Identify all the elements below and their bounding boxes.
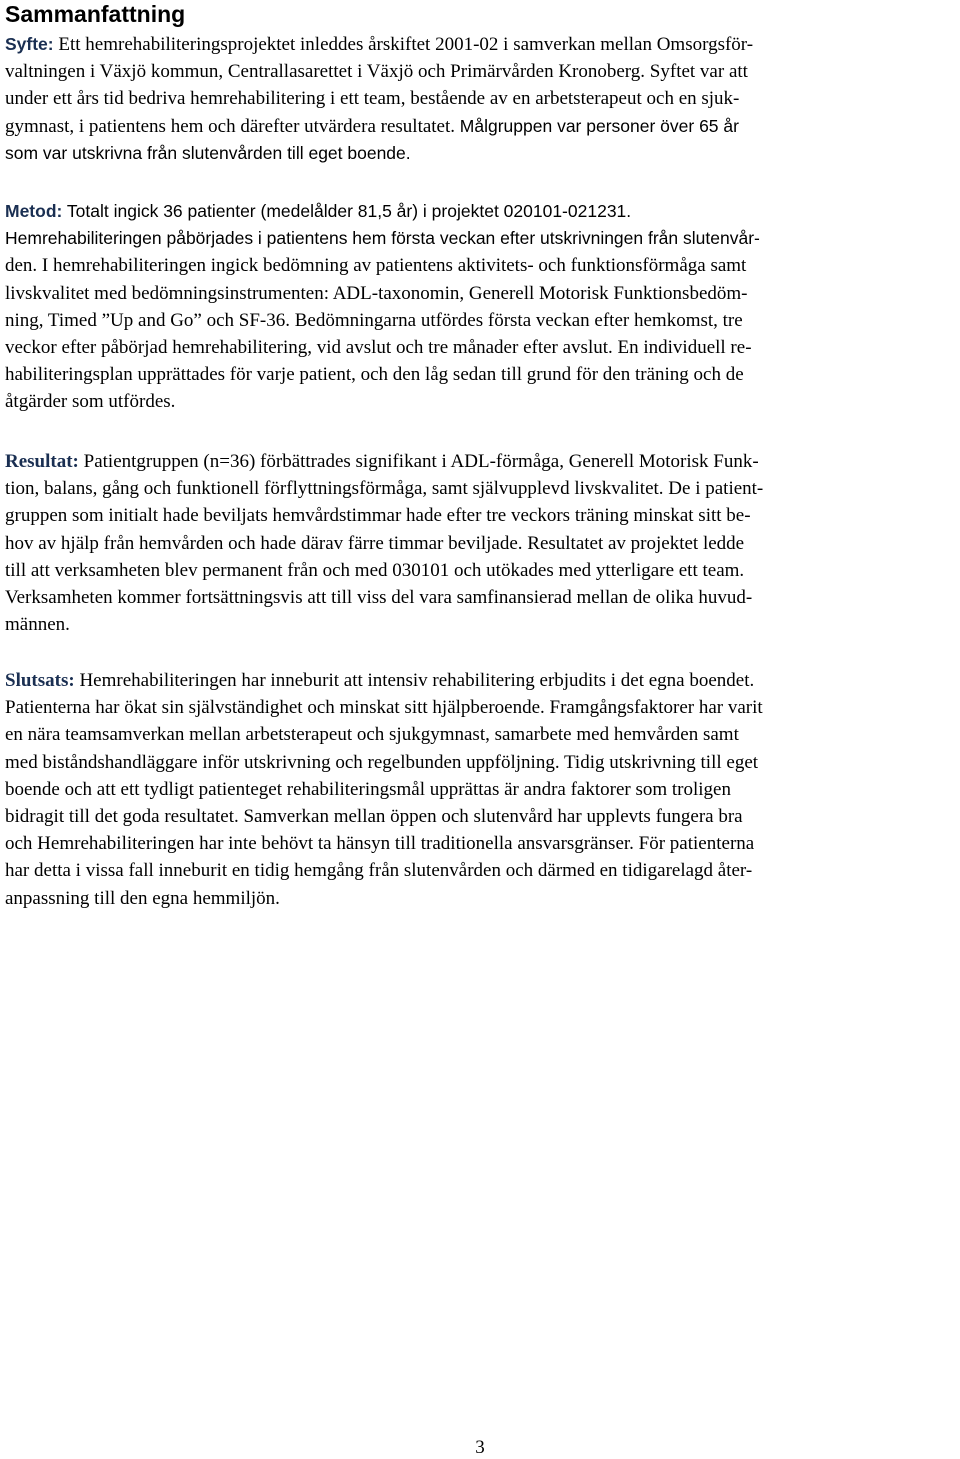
- resultat-heading: Resultat:: [5, 451, 79, 472]
- syfte-section: [5, 31, 955, 167]
- syfte-line-2: valtningen i Växjö kommun, Centrallasarettet i Växjö och Primärvården Kronoberg. Syftet var att: [5, 61, 748, 83]
- slutsats-line-8: har detta i vissa fall inneburit en tidig hemgång från slutenvården och därmed en tidigarelagd åter-: [5, 860, 753, 882]
- slutsats-heading: Slutsats:: [5, 670, 75, 691]
- metod-section: [5, 198, 955, 416]
- syfte-line-1: Syfte: Ett hemrehabiliteringsprojektet inleddes årskiftet 2001-02 i samverkan mellan Omsorgsför-: [5, 34, 754, 55]
- syfte-heading: Syfte:: [5, 34, 54, 54]
- metod-heading: Metod:: [5, 201, 63, 221]
- syfte-line-3: under ett års tid bedriva hemrehabilitering i ett team, bestående av en arbetsterapeut och en sjuk-: [5, 88, 740, 110]
- slutsats-line-2: Patienterna har ökat sin självständighet och minskat sitt hjälpberoende. Framgångsfaktorer har varit: [5, 697, 763, 719]
- resultat-line-2: tion, balans, gång och funktionell förflyttningsförmåga, samt självupplevd livskvalitet. De i patient-: [5, 478, 764, 500]
- metod-line-8: åtgärder som utfördes.: [5, 391, 176, 413]
- metod-line-1: Metod: Totalt ingick 36 patienter (medelålder 81,5 år) i projektet 020101-021231.: [5, 201, 632, 221]
- metod-line-2: Hemrehabiliteringen påbörjades i patientens hem första veckan efter utskrivningen från slutenvår-: [5, 228, 760, 249]
- page-title: Sammanfattning: [5, 1, 186, 27]
- metod-line-6: veckor efter påbörjad hemrehabilitering, vid avslut och tre månader efter avslut. En individuell re-: [5, 336, 752, 358]
- resultat-line-4: hov av hjälp från hemvården och hade därav färre timmar beviljade. Resultatet av projektet ledde: [5, 532, 745, 554]
- slutsats-line-9: anpassning till den egna hemmiljön.: [5, 887, 280, 909]
- slutsats-line-5: boende och att ett tydligt patienteget rehabiliteringsmål upprättas är andra faktorer som troligen: [5, 778, 731, 800]
- syfte-line-5: som var utskrivna från slutenvården till eget boende.: [5, 142, 411, 163]
- resultat-line-5: till att verksamheten blev permanent från och med 030101 och utökades med ytterligare ett team.: [5, 559, 745, 581]
- slutsats-section: [5, 667, 955, 912]
- slutsats-line-7: och Hemrehabiliteringen har inte behövt ta hänsyn till traditionella ansvarsgränser. För patienterna: [5, 833, 755, 855]
- slutsats-line-3: en nära teamsamverkan mellan arbetsterapeut och sjukgymnast, samarbete med hemvården samt: [5, 724, 739, 746]
- slutsats-line-6: bidragit till det goda resultatet. Samverkan mellan öppen och slutenvård har upplevts fungera bra: [5, 805, 743, 827]
- resultat-section: [5, 448, 955, 638]
- resultat-line-1: Resultat: Patientgruppen (n=36) förbättrades signifikant i ADL-förmåga, Generell Motorisk Funk-: [5, 451, 759, 472]
- resultat-line-7: männen.: [5, 614, 70, 636]
- metod-line-7: habiliteringsplan upprättades för varje patient, och den låg sedan till grund för den träning och de: [5, 364, 744, 386]
- slutsats-line-4: med biståndshandläggare inför utskrivning och regelbunden uppföljning. Tidig utskrivning till eget: [5, 751, 759, 773]
- metod-line-5: ning, Timed ”Up and Go” och SF-36. Bedömningarna utfördes första veckan efter hemkomst, tre: [5, 309, 743, 331]
- resultat-line-6: Verksamheten kommer fortsättningsvis att till viss del vara samfinansierad mellan de olika huvud-: [5, 586, 753, 608]
- syfte-line-4: [5, 113, 955, 140]
- metod-line-4: livskvalitet med bedömningsinstrumenten: ADL-taxonomin, Generell Motorisk Funktionsbedöm-: [5, 282, 748, 304]
- metod-line-3: den. I hemrehabiliteringen ingick bedömning av patientens aktivitets- och funktionsförmåga samt: [5, 255, 747, 277]
- syfte-line-4-sans: Målgruppen var personer över 65 år: [459, 115, 739, 136]
- page-number: 3: [475, 1437, 485, 1458]
- resultat-line-3: gruppen som initialt hade beviljats hemvårdstimmar hade efter tre veckors träning minskat sitt be-: [5, 505, 751, 527]
- syfte-line-4-serif: gymnast, i patientens hem och därefter utvärdera resultatet.: [5, 115, 460, 137]
- slutsats-line-1: Slutsats: Hemrehabiliteringen har inneburit att intensiv rehabilitering erbjudits i det egna boendet.: [5, 670, 755, 691]
